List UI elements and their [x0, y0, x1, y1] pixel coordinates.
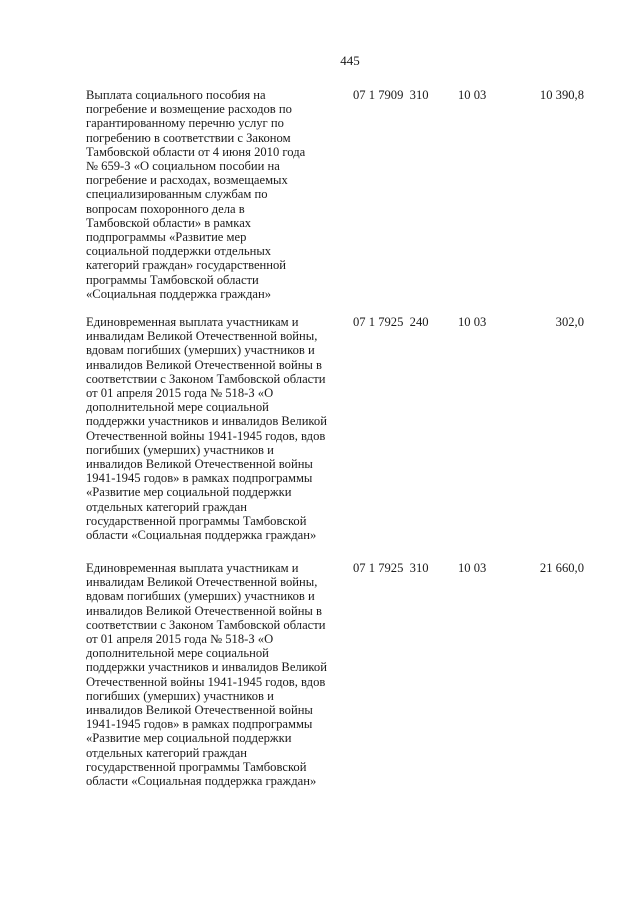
- row-amount: 302,0: [555, 315, 584, 329]
- row-description: Единовременная выплата участникам и инвалидам Великой Отечественной войны, вдовам погибших (умерших) участников и инвалидов Великой Отечественной войны в соответствии с Законом Тамбовской области от 01 апреля 2015 года № 518-З «О дополнительной мере социальной поддержки участников и инвалидов Великой Отечественной войны 1941-1945 годов, вдов погибших (умерших) участников и инвалидов Великой Отечественной войны 1941-1945 годов» в рамках подпрограммы «Развитие мер социальной поддержки отдельных категорий граждан государственной программы Тамбовской области «Социальная поддержка граждан»: [86, 315, 327, 543]
- row-amount: 21 660,0: [539, 561, 584, 575]
- row-description: Выплата социального пособия на погребение и возмещение расходов по гарантированному перечню услуг по погребению в соответствии с Законом Тамбовской области от 4 июня 2010 года № 659-З «О социальном пособии на погребение и расходах, возмещаемых специализированным службам по вопросам похоронного дела в Тамбовской области» в рамках подпрограммы «Развитие мер социальной поддержки отдельных категорий граждан» государственной программы Тамбовской области «Социальная поддержка граждан»: [86, 88, 306, 301]
- row-section: 10 03: [458, 88, 487, 102]
- row-code: 07 1 7925 240: [353, 315, 429, 329]
- row-code: 07 1 7925 310: [353, 561, 429, 575]
- row-section: 10 03: [458, 561, 487, 575]
- page-number: 445: [340, 53, 360, 68]
- row-code: 07 1 7909 310: [353, 88, 429, 102]
- row-section: 10 03: [458, 315, 487, 329]
- row-description: Единовременная выплата участникам и инвалидам Великой Отечественной войны, вдовам погибших (умерших) участников и инвалидов Великой Отечественной войны в соответствии с Законом Тамбовской области от 01 апреля 2015 года № 518-З «О дополнительной мере социальной поддержки участников и инвалидов Великой Отечественной войны 1941-1945 годов, вдов погибших (умерших) участников и инвалидов Великой Отечественной войны 1941-1945 годов» в рамках подпрограммы «Развитие мер социальной поддержки отдельных категорий граждан государственной программы Тамбовской области «Социальная поддержка граждан»: [86, 561, 327, 789]
- row-amount: 10 390,8: [539, 88, 584, 102]
